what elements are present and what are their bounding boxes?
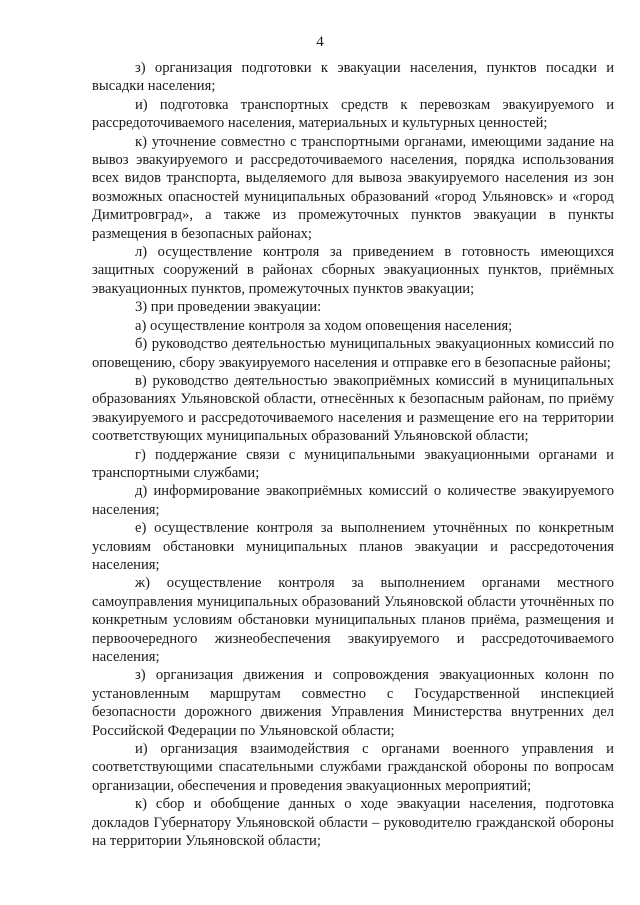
page-number: 4 xyxy=(316,34,324,50)
paragraph-d-informing: д) информирование эвакоприёмных комиссий о количестве эвакуируемого населения; xyxy=(92,483,614,518)
paragraph-l-shelter-control: л) осуществление контроля за приведением в готовность имеющихся защитных сооружений в районах сборных эвакуационных пунктов, приёмных эвакуационных пунктов, промежуточных пунктов эвакуации; xyxy=(92,244,614,297)
paragraph-zh-local-plans-control: ж) осуществление контроля за выполнением органами местного самоуправления муниципальных образований Ульяновской области уточнённых по конкретным условиям обстановки муниципальных планов приёма, размещения и первоочередного жизнеобеспечения эвакуируемого и рассредоточиваемого населения; xyxy=(92,575,614,665)
paragraph-e-plan-control: е) осуществление контроля за выполнением уточнённых по конкретным условиям обстановки муниципальных планов эвакуации и рассредоточения населения; xyxy=(92,520,614,573)
paragraph-z-convoy-movement: з) организация движения и сопровождения эвакуационных колонн по установленным маршрутам совместно с Государственной инспекцией безопасности дорожного движения Управления Министерства внутренних дел Российской Федерации по Ульяновской области; xyxy=(92,667,614,739)
paragraph-i-transport-prep: и) подготовка транспортных средств к перевозкам эвакуируемого и рассредоточиваемого населения, материальных и культурных ценностей; xyxy=(92,96,614,132)
paragraph-k-data-collection: к) сбор и обобщение данных о ходе эвакуации населения, подготовка докладов Губернатору Ульяновской области – руководителю гражданской обороны на территории Ульяновской области; xyxy=(92,796,614,850)
paragraph-b-commission-management: б) руководство деятельностью муниципальных эвакуационных комиссий по оповещению, сбору эвакуируемого населения и отправке его в безопасные районы; xyxy=(92,336,614,371)
paragraph-i-military-interaction: и) организация взаимодействия с органами военного управления и соответствующими спасательными службами гражданской обороны по вопросам организации, обеспечения и проведения эвакуационных мероприятий; xyxy=(92,741,614,794)
paragraph-v-reception-commissions: в) руководство деятельностью эвакоприёмных комиссий в муниципальных образованиях Ульяновской области, отнесённых к безопасным районам, по приёму эвакуируемого и рассредоточиваемого населения и размещение его на территории соответствующих муниципальных образований Ульяновской области; xyxy=(92,372,614,445)
paragraph-3-during-evacuation: 3) при проведении эвакуации: xyxy=(135,299,322,316)
document-body xyxy=(92,59,614,850)
paragraph-k-transport-clarification: к) уточнение совместно с транспортными органами, имеющими задание на вывоз эвакуируемого и рассредоточиваемого населения, порядка использования всех видов транспорта, выделяемого для вывоза эвакуируемого населения из зон возможных опасностей муниципальных образований «город Ульяновск» и «город Димитровград», а также из промежуточных пунктов эвакуации в пункты размещения в безопасных районах; xyxy=(92,133,614,242)
paragraph-a-notification-control: а) осуществление контроля за ходом оповещения населения; xyxy=(135,317,513,334)
paragraph-z-prep-evacuation: з) организация подготовки к эвакуации населения, пунктов посадки и высадки населения; xyxy=(92,60,614,95)
paragraph-g-communication: г) поддержание связи с муниципальными эвакуационными органами и транспортными службами; xyxy=(92,446,614,481)
